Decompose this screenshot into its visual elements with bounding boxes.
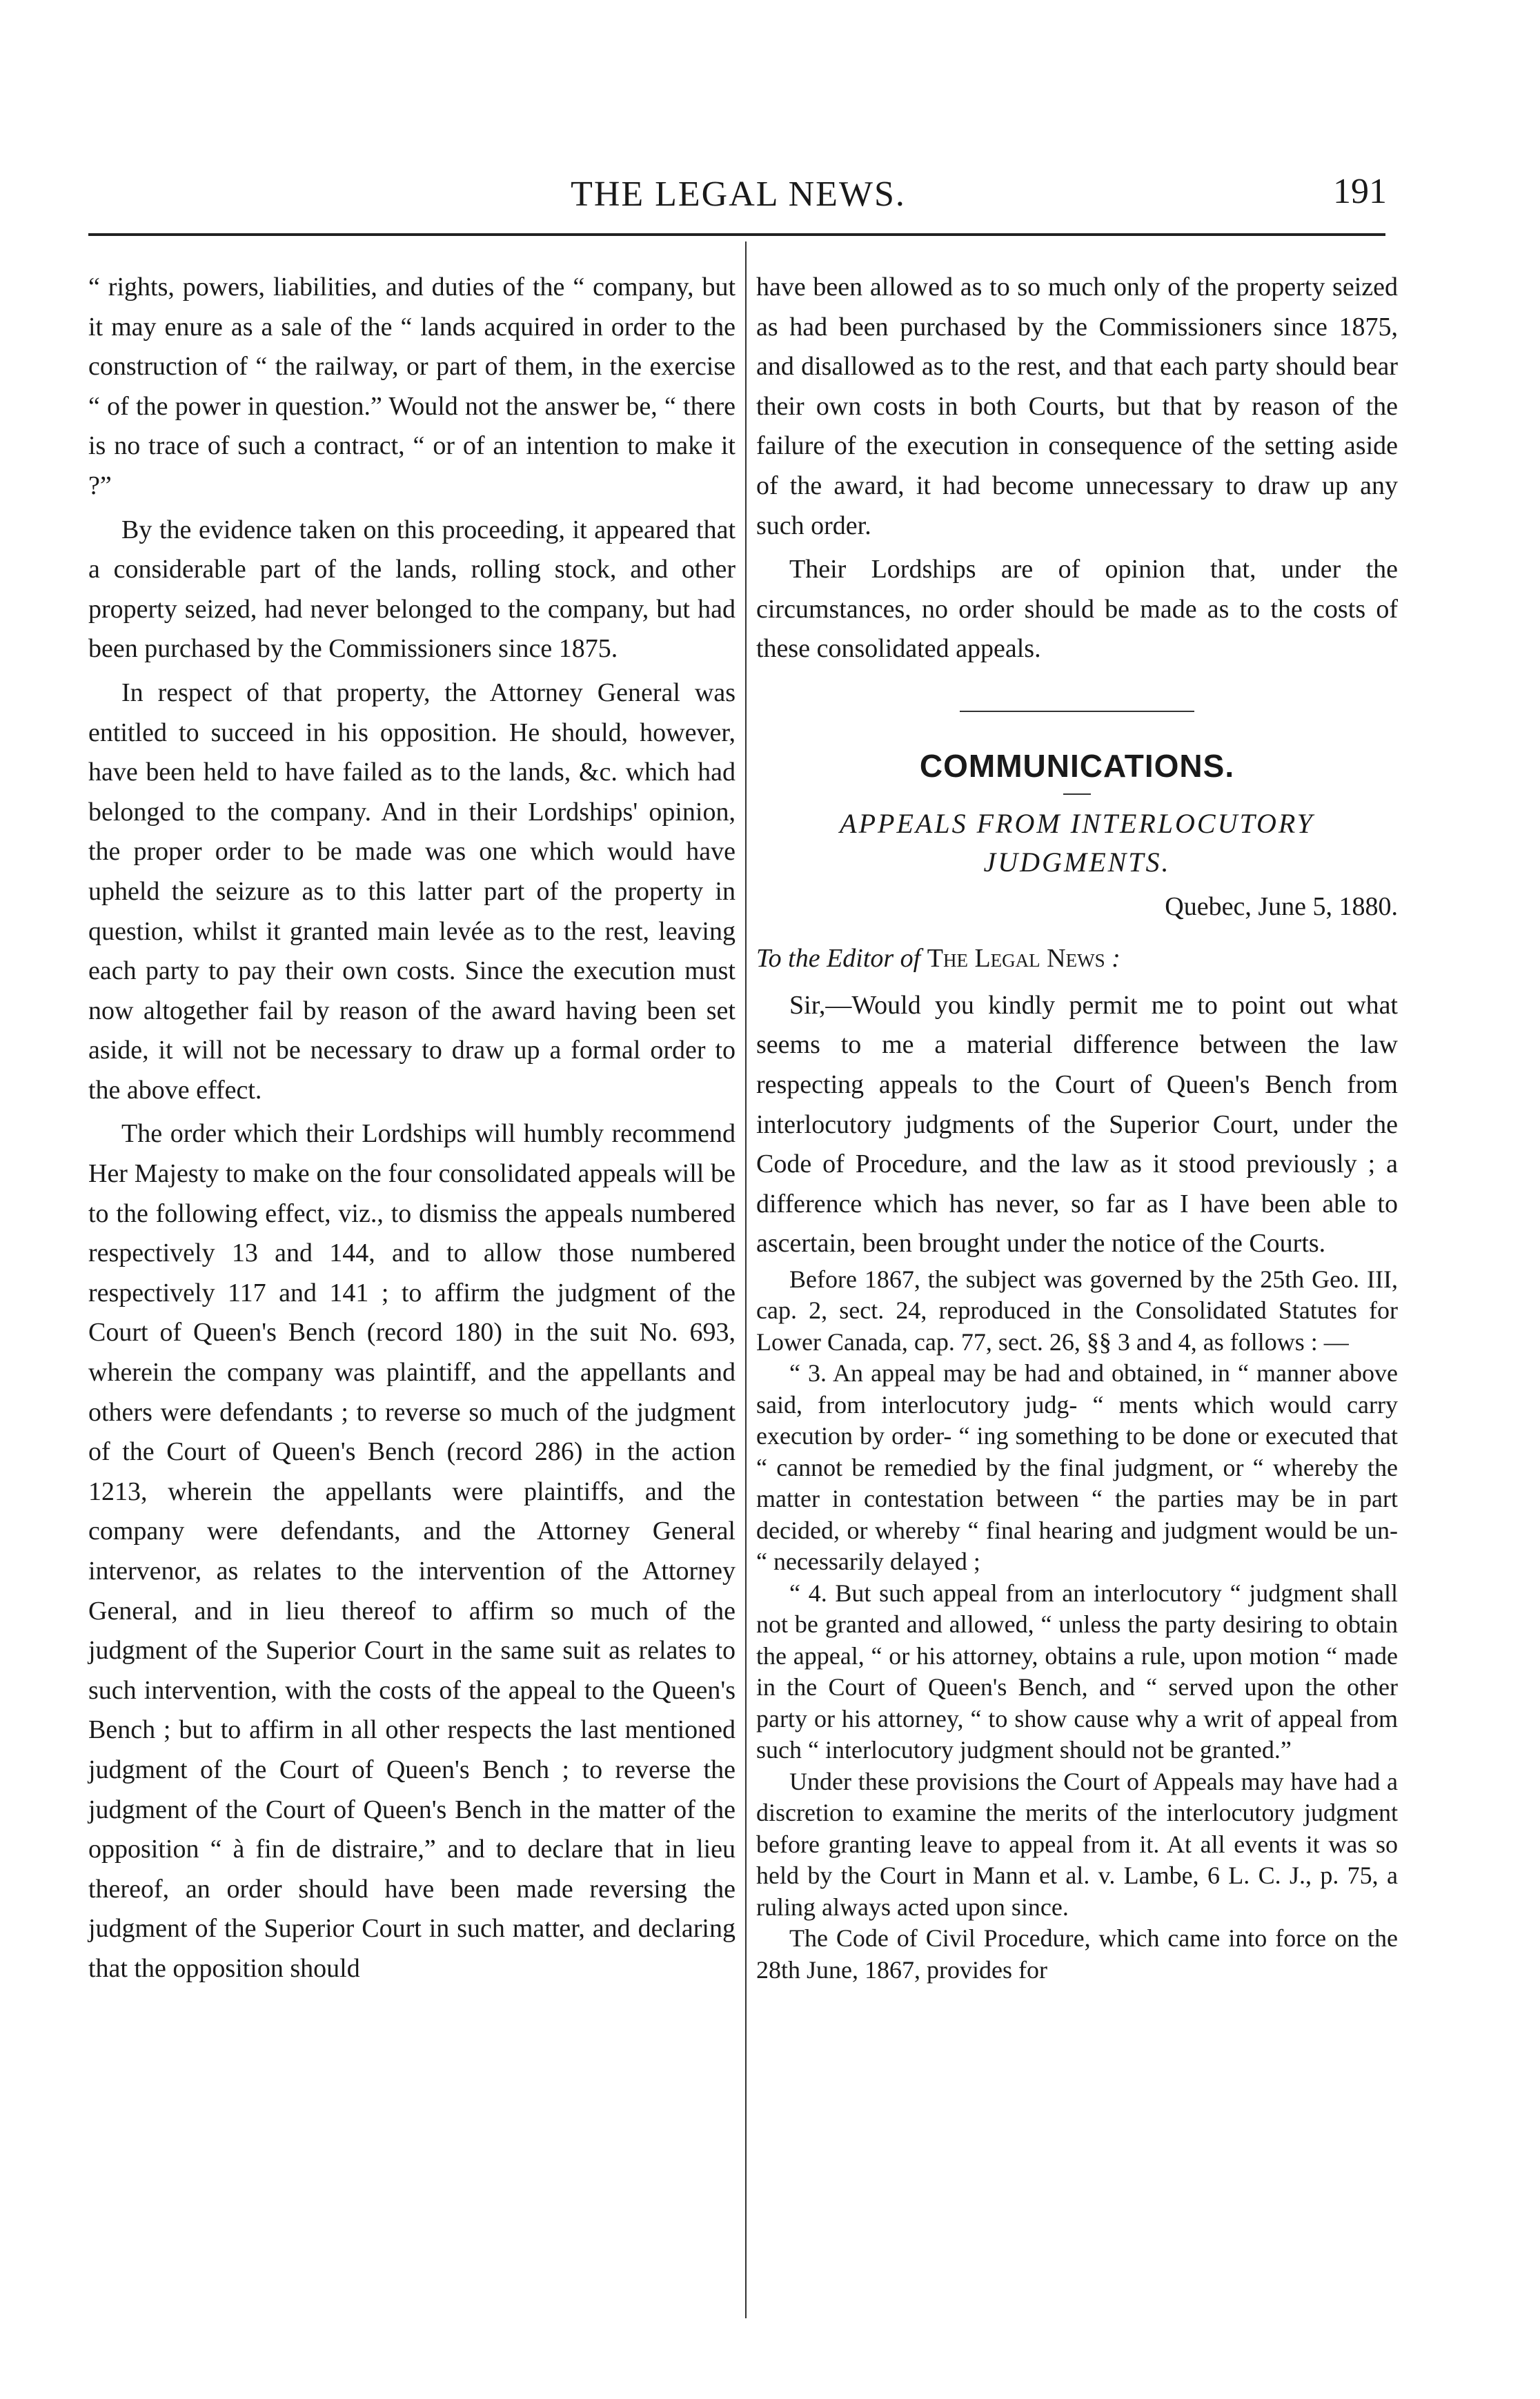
paragraph: “ rights, powers, liabilities, and duties of the “ company, but it may enure as a sale of the “ lands acquired in order to the construction of “ the railway, or part of them, in the exercise “ of the power in question.” Would not the answer be, “ there is no trace of such a contract, “ or of an intention to make it ?” (88, 273, 736, 500)
running-title: THE LEGAL NEWS. (571, 175, 906, 214)
statute-quote: “ 3. An appeal may be had and obtained, in “ manner above said, from interlocutory judg- “ ments which would carry execution by order- “ ing something to be done or executed that “ cannot be remedied by the final judgment, or “ whereby the matter in contestation between “ the parties may be in part decided, or whereby “ final hearing and judgment would be un- “ necessarily delayed ; (756, 1359, 1398, 1576)
header-rule (88, 233, 1385, 236)
article-title (756, 804, 1398, 882)
paragraph: have been allowed as to so much only of the property seized as had been purchased by the Commissioners since 1875, and disallowed as to the rest, and that each party should bear their own costs in both Courts, but that by reason of the failure of the execution in consequence of the setting aside of the award, it had become unnecessary to draw up any such order. (756, 273, 1398, 540)
paragraph: In respect of that property, the Attorney General was entitled to succeed in his opposition. He should, however, have been held to have failed as to the lands, &c. which had belonged to the company. And in their Lordships' opinion, the proper order to be made was one which would have upheld the seizure as to this latter part of the property in question, whilst it granted main levée as to the rest, leaving each party to pay their own costs. Since the execution must now altogether fail by reason of the award having been set aside, it will not be necessary to draw up a formal order to the above effect. (88, 678, 736, 1105)
left-column (88, 268, 736, 1989)
newspaper-name: The Legal News (927, 944, 1105, 974)
addressee-prefix: To the Editor of (756, 944, 927, 974)
paragraph: By the evidence taken on this proceeding, it appeared that a considerable part of the lands, rolling stock, and other property seized, had never belonged to the company, but had been purchased by the Commissioners since 1875. (88, 515, 736, 664)
addressee-suffix: : (1105, 944, 1121, 974)
statute-quote: “ 4. But such appeal from an interlocutory “ judgment shall not be granted and allowed, “ unless the party desiring to obtain the appeal, “ or his attorney, obtains a rule, upon motion “ made in the Court of Queen's Bench, and “ served upon the other party or his attorney, “ to show cause why a writ of appeal from such “ interlocutory judgment should not be granted.” (756, 1579, 1398, 1764)
column-divider (745, 241, 747, 2318)
article-title-line: JUDGMENTS. (983, 846, 1171, 878)
dateline: Quebec, June 5, 1880. (1165, 891, 1398, 921)
paragraph: Under these provisions the Court of Appeals may have had a discretion to examine the merits of the interlocutory judgment before granting leave to appeal from it. At all events it was so held by the Court in Mann et al. v. Lambe, 6 L. C. J., p. 75, a ruling always acted upon since. (756, 1767, 1398, 1921)
right-column (756, 268, 1398, 1986)
heading-rule (1063, 793, 1091, 795)
small-type-block (756, 1264, 1398, 1986)
paragraph: Their Lordships are of opinion that, under the circumstances, no order should be made as to the costs of these consolidated appeals. (756, 555, 1398, 664)
page-header (90, 166, 1387, 228)
paragraph: The Code of Civil Procedure, which came into force on the 28th June, 1867, provides for (756, 1924, 1398, 1984)
section-separator (960, 711, 1194, 712)
section-heading: COMMUNICATIONS. (919, 747, 1235, 784)
page-number: 191 (1333, 172, 1387, 211)
paragraph: The order which their Lordships will humbly recommend Her Majesty to make on the four consolidated appeals will be to the following effect, viz., to dismiss the appeals numbered respectively 13 and 144, and to allow those numbered respectively 117 and 141 ; to affirm the judgment of the Court of Queen's Bench (record 180) in the suit No. 693, wherein the company was plaintiff, and the appellants and others were defendants ; to reverse so much of the judgment of the Court of Queen's Bench (record 286) in the action 1213, wherein the appellants were plaintiffs, and the company were defendants, and the Attorney General intervenor, as relates to the intervention of the Attorney General, and in lieu thereof to affirm so much of the judgment of the Superior Court in the same suit as relates to such intervention, with the costs of the appeal to the Queen's Bench ; but to affirm in all other respects the last mentioned judgment of the Court of Queen's Bench ; to reverse the judgment of the Court of Queen's Bench in the matter of the opposition “ à fin de distraire,” and to declare that in lieu thereof, an order should have been made reversing the judgment of the Superior Court in such matter, and declaring that the opposition should (88, 1119, 736, 1983)
paragraph: Before 1867, the subject was governed by the 25th Geo. III, cap. 2, sect. 24, reproduced in the Consolidated Statutes for Lower Canada, cap. 77, sect. 26, §§ 3 and 4, as follows : — (756, 1265, 1398, 1356)
addressee (756, 939, 1398, 979)
article-title-line: APPEALS FROM INTERLOCUTORY (840, 807, 1314, 839)
letter-paragraph: Sir,—Would you kindly permit me to point out what seems to me a material difference between the law respecting appeals to the Court of Queen's Bench from interlocutory judgments of the Superior Court, under the Code of Procedure, and the law as it stood previously ; a difference which has never, so far as I have been able to ascertain, been brought under the notice of the Courts. (756, 990, 1398, 1258)
